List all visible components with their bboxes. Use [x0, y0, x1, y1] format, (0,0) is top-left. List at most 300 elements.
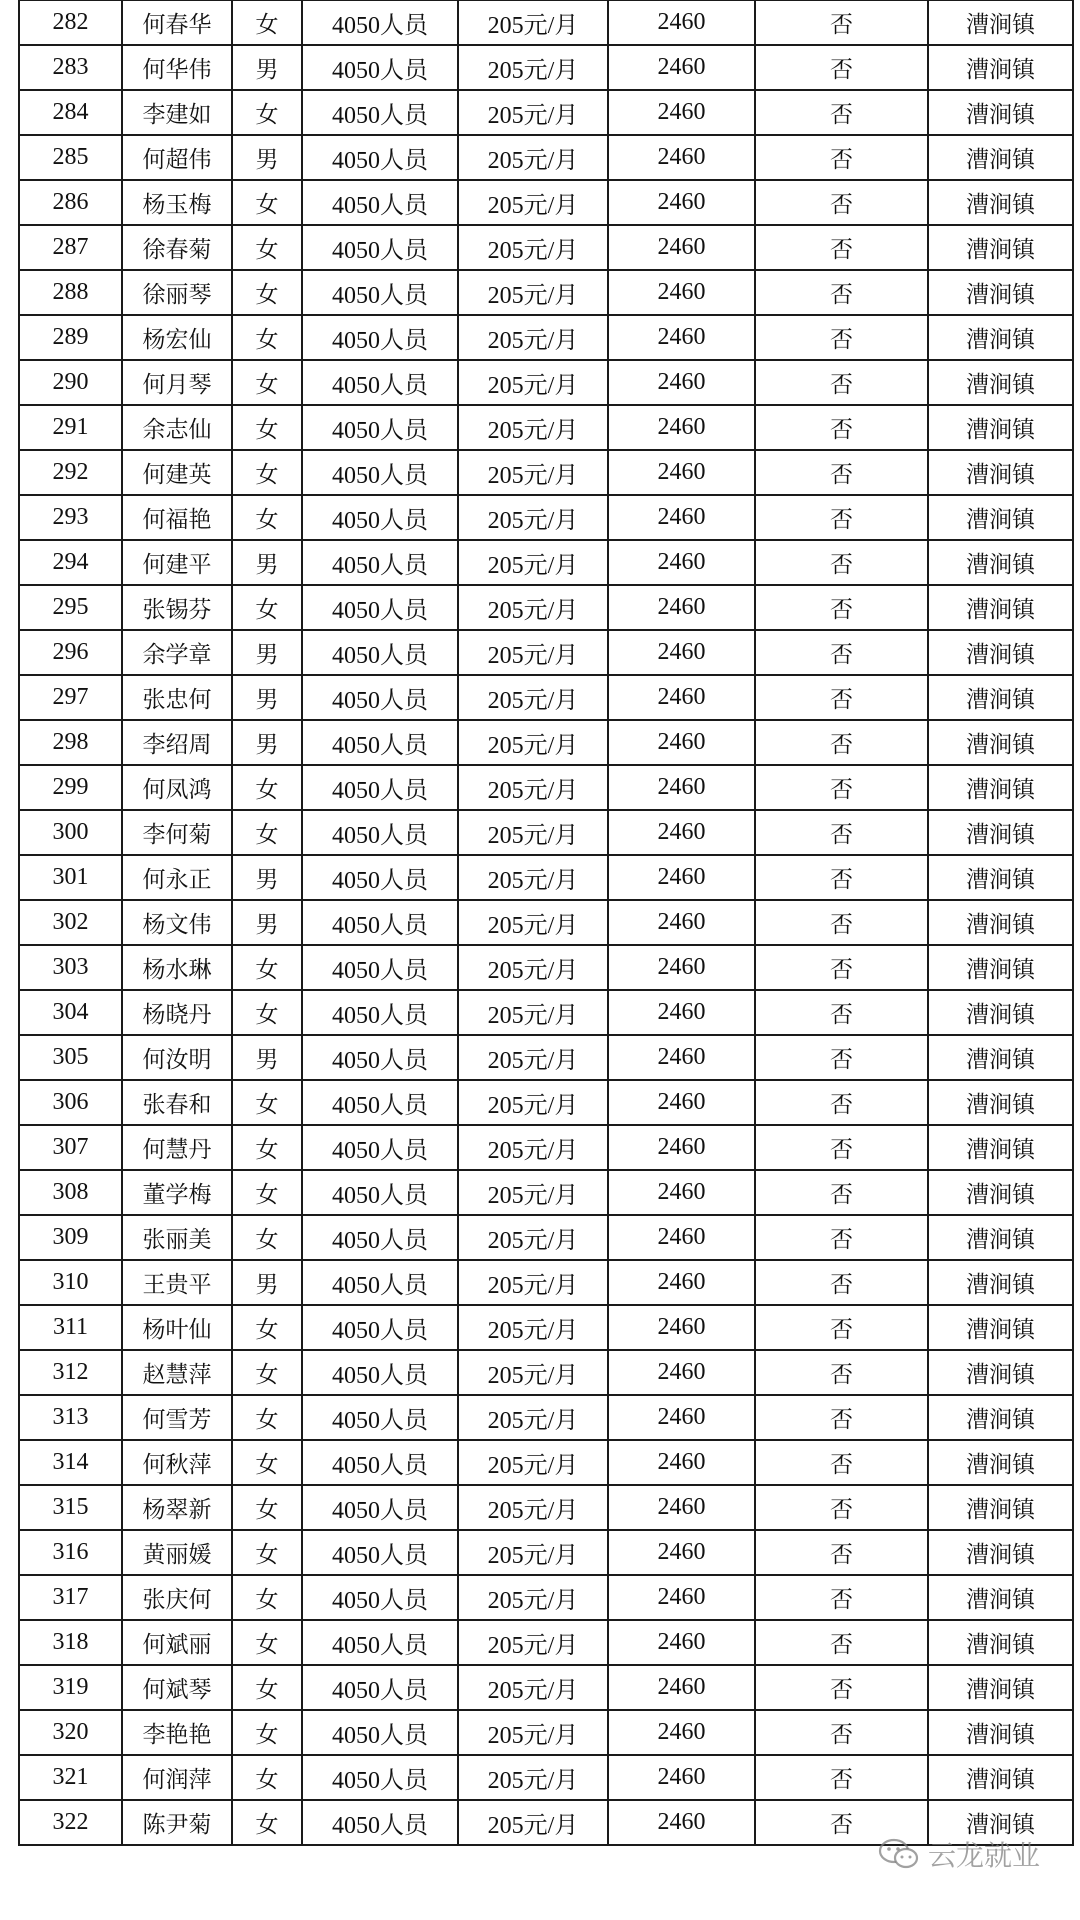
cell-category: 4050人员 — [302, 1395, 458, 1440]
cell-subsidy-standard: 205元/月 — [458, 990, 608, 1035]
cell-serial-number: 306 — [19, 1080, 122, 1125]
cell-serial-number: 305 — [19, 1035, 122, 1080]
cell-flag: 否 — [755, 1170, 928, 1215]
cell-subsidy-total: 2460 — [608, 1620, 755, 1665]
cell-gender: 女 — [232, 945, 302, 990]
cell-flag: 否 — [755, 1305, 928, 1350]
cell-serial-number: 310 — [19, 1260, 122, 1305]
table-row — [19, 0, 1073, 45]
cell-gender: 女 — [232, 1755, 302, 1800]
cell-flag: 否 — [755, 45, 928, 90]
table-row — [19, 315, 1073, 360]
cell-flag: 否 — [755, 1260, 928, 1305]
cell-gender: 女 — [232, 1350, 302, 1395]
cell-serial-number: 309 — [19, 1215, 122, 1260]
table-row — [19, 990, 1073, 1035]
cell-name: 张丽美 — [122, 1215, 232, 1260]
cell-serial-number: 284 — [19, 90, 122, 135]
cell-subsidy-total: 2460 — [608, 630, 755, 675]
cell-subsidy-total: 2460 — [608, 1260, 755, 1305]
table-row — [19, 1800, 1073, 1845]
cell-town: 漕涧镇 — [928, 180, 1073, 225]
cell-flag: 否 — [755, 1800, 928, 1845]
cell-subsidy-total: 2460 — [608, 1395, 755, 1440]
cell-subsidy-total: 2460 — [608, 1800, 755, 1845]
cell-subsidy-standard: 205元/月 — [458, 1260, 608, 1305]
cell-name: 何斌琴 — [122, 1665, 232, 1710]
table-row — [19, 1305, 1073, 1350]
cell-subsidy-standard: 205元/月 — [458, 720, 608, 765]
cell-category: 4050人员 — [302, 1665, 458, 1710]
cell-town: 漕涧镇 — [928, 405, 1073, 450]
table-row — [19, 1125, 1073, 1170]
cell-category: 4050人员 — [302, 135, 458, 180]
cell-gender: 女 — [232, 0, 302, 45]
cell-name: 何斌丽 — [122, 1620, 232, 1665]
cell-town: 漕涧镇 — [928, 1035, 1073, 1080]
cell-town: 漕涧镇 — [928, 765, 1073, 810]
cell-gender: 女 — [232, 1395, 302, 1440]
cell-flag: 否 — [755, 90, 928, 135]
cell-subsidy-standard: 205元/月 — [458, 1350, 608, 1395]
cell-name: 何雪芳 — [122, 1395, 232, 1440]
cell-serial-number: 314 — [19, 1440, 122, 1485]
cell-category: 4050人员 — [302, 180, 458, 225]
cell-category: 4050人员 — [302, 720, 458, 765]
table-row — [19, 1755, 1073, 1800]
cell-flag: 否 — [755, 585, 928, 630]
cell-subsidy-standard: 205元/月 — [458, 0, 608, 45]
cell-gender: 女 — [232, 1710, 302, 1755]
cell-name: 何建英 — [122, 450, 232, 495]
cell-subsidy-standard: 205元/月 — [458, 855, 608, 900]
cell-category: 4050人员 — [302, 1620, 458, 1665]
cell-category: 4050人员 — [302, 1350, 458, 1395]
cell-subsidy-standard: 205元/月 — [458, 810, 608, 855]
table-row — [19, 450, 1073, 495]
cell-serial-number: 303 — [19, 945, 122, 990]
cell-serial-number: 299 — [19, 765, 122, 810]
cell-name: 杨晓丹 — [122, 990, 232, 1035]
cell-subsidy-total: 2460 — [608, 1665, 755, 1710]
cell-name: 徐丽琴 — [122, 270, 232, 315]
cell-flag: 否 — [755, 495, 928, 540]
cell-serial-number: 293 — [19, 495, 122, 540]
cell-name: 何建平 — [122, 540, 232, 585]
cell-town: 漕涧镇 — [928, 1755, 1073, 1800]
table-row — [19, 270, 1073, 315]
cell-gender: 女 — [232, 1440, 302, 1485]
cell-serial-number: 283 — [19, 45, 122, 90]
cell-subsidy-standard: 205元/月 — [458, 765, 608, 810]
cell-subsidy-total: 2460 — [608, 225, 755, 270]
table-row — [19, 225, 1073, 270]
cell-name: 杨翠新 — [122, 1485, 232, 1530]
cell-subsidy-standard: 205元/月 — [458, 945, 608, 990]
cell-category: 4050人员 — [302, 765, 458, 810]
table-row — [19, 540, 1073, 585]
cell-flag: 否 — [755, 1620, 928, 1665]
cell-category: 4050人员 — [302, 540, 458, 585]
cell-town: 漕涧镇 — [928, 945, 1073, 990]
cell-name: 黄丽媛 — [122, 1530, 232, 1575]
cell-serial-number: 289 — [19, 315, 122, 360]
table-row — [19, 135, 1073, 180]
cell-town: 漕涧镇 — [928, 630, 1073, 675]
cell-serial-number: 320 — [19, 1710, 122, 1755]
cell-gender: 女 — [232, 585, 302, 630]
cell-town: 漕涧镇 — [928, 45, 1073, 90]
cell-town: 漕涧镇 — [928, 540, 1073, 585]
cell-subsidy-total: 2460 — [608, 1215, 755, 1260]
cell-subsidy-total: 2460 — [608, 90, 755, 135]
table-row — [19, 855, 1073, 900]
cell-gender: 男 — [232, 900, 302, 945]
cell-subsidy-total: 2460 — [608, 0, 755, 45]
table-row — [19, 1170, 1073, 1215]
cell-name: 何超伟 — [122, 135, 232, 180]
cell-serial-number: 292 — [19, 450, 122, 495]
cell-town: 漕涧镇 — [928, 270, 1073, 315]
cell-flag: 否 — [755, 810, 928, 855]
cell-subsidy-standard: 205元/月 — [458, 675, 608, 720]
cell-flag: 否 — [755, 1710, 928, 1755]
cell-subsidy-total: 2460 — [608, 945, 755, 990]
cell-category: 4050人员 — [302, 1530, 458, 1575]
cell-gender: 男 — [232, 630, 302, 675]
cell-serial-number: 285 — [19, 135, 122, 180]
cell-serial-number: 295 — [19, 585, 122, 630]
table-row — [19, 720, 1073, 765]
cell-category: 4050人员 — [302, 900, 458, 945]
table-row — [19, 360, 1073, 405]
cell-town: 漕涧镇 — [928, 90, 1073, 135]
cell-serial-number: 318 — [19, 1620, 122, 1665]
cell-serial-number: 300 — [19, 810, 122, 855]
cell-gender: 女 — [232, 1170, 302, 1215]
cell-category: 4050人员 — [302, 1260, 458, 1305]
cell-serial-number: 287 — [19, 225, 122, 270]
cell-gender: 女 — [232, 1620, 302, 1665]
cell-flag: 否 — [755, 1350, 928, 1395]
cell-flag: 否 — [755, 450, 928, 495]
cell-town: 漕涧镇 — [928, 1665, 1073, 1710]
cell-category: 4050人员 — [302, 1485, 458, 1530]
cell-name: 张庆何 — [122, 1575, 232, 1620]
cell-subsidy-standard: 205元/月 — [458, 45, 608, 90]
cell-flag: 否 — [755, 855, 928, 900]
cell-subsidy-standard: 205元/月 — [458, 315, 608, 360]
cell-gender: 女 — [232, 495, 302, 540]
subsidy-table-container — [18, 0, 1072, 1846]
cell-subsidy-total: 2460 — [608, 1125, 755, 1170]
cell-gender: 女 — [232, 270, 302, 315]
cell-serial-number: 319 — [19, 1665, 122, 1710]
cell-subsidy-total: 2460 — [608, 855, 755, 900]
cell-subsidy-standard: 205元/月 — [458, 270, 608, 315]
cell-town: 漕涧镇 — [928, 1350, 1073, 1395]
cell-subsidy-standard: 205元/月 — [458, 90, 608, 135]
cell-town: 漕涧镇 — [928, 225, 1073, 270]
cell-gender: 男 — [232, 720, 302, 765]
cell-subsidy-standard: 205元/月 — [458, 1800, 608, 1845]
table-row — [19, 1080, 1073, 1125]
table-row — [19, 765, 1073, 810]
cell-flag: 否 — [755, 540, 928, 585]
cell-category: 4050人员 — [302, 810, 458, 855]
cell-flag: 否 — [755, 1215, 928, 1260]
cell-category: 4050人员 — [302, 855, 458, 900]
cell-town: 漕涧镇 — [928, 1575, 1073, 1620]
cell-subsidy-standard: 205元/月 — [458, 1215, 608, 1260]
table-row — [19, 1665, 1073, 1710]
cell-subsidy-standard: 205元/月 — [458, 495, 608, 540]
table-body — [19, 0, 1073, 1845]
table-row — [19, 1215, 1073, 1260]
cell-serial-number: 301 — [19, 855, 122, 900]
cell-category: 4050人员 — [302, 1125, 458, 1170]
cell-gender: 女 — [232, 405, 302, 450]
cell-subsidy-standard: 205元/月 — [458, 360, 608, 405]
cell-flag: 否 — [755, 1395, 928, 1440]
cell-town: 漕涧镇 — [928, 855, 1073, 900]
cell-category: 4050人员 — [302, 1215, 458, 1260]
cell-town: 漕涧镇 — [928, 675, 1073, 720]
cell-category: 4050人员 — [302, 0, 458, 45]
cell-name: 李绍周 — [122, 720, 232, 765]
cell-subsidy-total: 2460 — [608, 270, 755, 315]
cell-serial-number: 308 — [19, 1170, 122, 1215]
cell-subsidy-standard: 205元/月 — [458, 1035, 608, 1080]
cell-town: 漕涧镇 — [928, 135, 1073, 180]
cell-flag: 否 — [755, 1035, 928, 1080]
cell-gender: 女 — [232, 1485, 302, 1530]
cell-serial-number: 294 — [19, 540, 122, 585]
cell-name: 赵慧萍 — [122, 1350, 232, 1395]
cell-gender: 女 — [232, 1665, 302, 1710]
cell-category: 4050人员 — [302, 1575, 458, 1620]
cell-subsidy-total: 2460 — [608, 1575, 755, 1620]
cell-gender: 男 — [232, 1035, 302, 1080]
cell-subsidy-standard: 205元/月 — [458, 1710, 608, 1755]
cell-serial-number: 321 — [19, 1755, 122, 1800]
cell-flag: 否 — [755, 1125, 928, 1170]
cell-town: 漕涧镇 — [928, 1260, 1073, 1305]
cell-town: 漕涧镇 — [928, 0, 1073, 45]
cell-subsidy-standard: 205元/月 — [458, 135, 608, 180]
cell-flag: 否 — [755, 180, 928, 225]
cell-subsidy-total: 2460 — [608, 990, 755, 1035]
cell-category: 4050人员 — [302, 270, 458, 315]
cell-subsidy-total: 2460 — [608, 1170, 755, 1215]
cell-subsidy-standard: 205元/月 — [458, 1755, 608, 1800]
cell-flag: 否 — [755, 630, 928, 675]
cell-subsidy-standard: 205元/月 — [458, 1575, 608, 1620]
table-row — [19, 1710, 1073, 1755]
cell-flag: 否 — [755, 765, 928, 810]
cell-serial-number: 290 — [19, 360, 122, 405]
cell-flag: 否 — [755, 360, 928, 405]
cell-subsidy-total: 2460 — [608, 810, 755, 855]
cell-category: 4050人员 — [302, 585, 458, 630]
cell-serial-number: 288 — [19, 270, 122, 315]
cell-gender: 女 — [232, 810, 302, 855]
table-row — [19, 810, 1073, 855]
cell-subsidy-total: 2460 — [608, 360, 755, 405]
cell-name: 余学章 — [122, 630, 232, 675]
cell-name: 董学梅 — [122, 1170, 232, 1215]
cell-category: 4050人员 — [302, 1710, 458, 1755]
cell-flag: 否 — [755, 135, 928, 180]
cell-gender: 女 — [232, 1305, 302, 1350]
table-row — [19, 495, 1073, 540]
cell-flag: 否 — [755, 945, 928, 990]
cell-town: 漕涧镇 — [928, 1440, 1073, 1485]
table-row — [19, 405, 1073, 450]
cell-flag: 否 — [755, 1080, 928, 1125]
cell-town: 漕涧镇 — [928, 1485, 1073, 1530]
cell-category: 4050人员 — [302, 675, 458, 720]
cell-subsidy-standard: 205元/月 — [458, 405, 608, 450]
cell-serial-number: 307 — [19, 1125, 122, 1170]
cell-flag: 否 — [755, 1530, 928, 1575]
cell-subsidy-standard: 205元/月 — [458, 1080, 608, 1125]
cell-serial-number: 315 — [19, 1485, 122, 1530]
cell-subsidy-standard: 205元/月 — [458, 1530, 608, 1575]
cell-name: 杨叶仙 — [122, 1305, 232, 1350]
cell-town: 漕涧镇 — [928, 900, 1073, 945]
cell-gender: 女 — [232, 360, 302, 405]
cell-name: 杨玉梅 — [122, 180, 232, 225]
cell-name: 何汝明 — [122, 1035, 232, 1080]
cell-subsidy-standard: 205元/月 — [458, 630, 608, 675]
table-row — [19, 675, 1073, 720]
cell-gender: 女 — [232, 1800, 302, 1845]
cell-flag: 否 — [755, 1755, 928, 1800]
table-row — [19, 1350, 1073, 1395]
cell-name: 张忠何 — [122, 675, 232, 720]
cell-subsidy-total: 2460 — [608, 1350, 755, 1395]
cell-subsidy-standard: 205元/月 — [458, 1305, 608, 1350]
cell-subsidy-standard: 205元/月 — [458, 1395, 608, 1440]
cell-gender: 男 — [232, 540, 302, 585]
cell-name: 张锡芬 — [122, 585, 232, 630]
cell-serial-number: 282 — [19, 0, 122, 45]
cell-town: 漕涧镇 — [928, 360, 1073, 405]
cell-town: 漕涧镇 — [928, 1080, 1073, 1125]
cell-subsidy-total: 2460 — [608, 1755, 755, 1800]
cell-serial-number: 298 — [19, 720, 122, 765]
cell-gender: 女 — [232, 90, 302, 135]
cell-category: 4050人员 — [302, 1305, 458, 1350]
cell-gender: 女 — [232, 990, 302, 1035]
cell-town: 漕涧镇 — [928, 1395, 1073, 1440]
cell-category: 4050人员 — [302, 1755, 458, 1800]
cell-serial-number: 304 — [19, 990, 122, 1035]
cell-town: 漕涧镇 — [928, 450, 1073, 495]
cell-flag: 否 — [755, 405, 928, 450]
cell-subsidy-standard: 205元/月 — [458, 585, 608, 630]
cell-gender: 女 — [232, 315, 302, 360]
cell-town: 漕涧镇 — [928, 585, 1073, 630]
cell-subsidy-standard: 205元/月 — [458, 900, 608, 945]
cell-gender: 女 — [232, 1215, 302, 1260]
cell-flag: 否 — [755, 675, 928, 720]
cell-serial-number: 286 — [19, 180, 122, 225]
table-row — [19, 945, 1073, 990]
cell-gender: 女 — [232, 1575, 302, 1620]
cell-name: 何润萍 — [122, 1755, 232, 1800]
cell-flag: 否 — [755, 225, 928, 270]
cell-town: 漕涧镇 — [928, 1710, 1073, 1755]
cell-subsidy-total: 2460 — [608, 405, 755, 450]
cell-name: 徐春菊 — [122, 225, 232, 270]
table-row — [19, 1575, 1073, 1620]
cell-subsidy-total: 2460 — [608, 315, 755, 360]
cell-gender: 女 — [232, 225, 302, 270]
cell-gender: 男 — [232, 135, 302, 180]
cell-subsidy-standard: 205元/月 — [458, 1440, 608, 1485]
cell-category: 4050人员 — [302, 1080, 458, 1125]
cell-subsidy-total: 2460 — [608, 720, 755, 765]
cell-category: 4050人员 — [302, 1440, 458, 1485]
cell-subsidy-standard: 205元/月 — [458, 180, 608, 225]
cell-town: 漕涧镇 — [928, 720, 1073, 765]
cell-subsidy-total: 2460 — [608, 900, 755, 945]
cell-subsidy-total: 2460 — [608, 180, 755, 225]
cell-subsidy-total: 2460 — [608, 1440, 755, 1485]
cell-name: 李建如 — [122, 90, 232, 135]
cell-subsidy-standard: 205元/月 — [458, 450, 608, 495]
cell-serial-number: 296 — [19, 630, 122, 675]
subsidy-table — [18, 0, 1074, 1846]
cell-town: 漕涧镇 — [928, 1125, 1073, 1170]
cell-gender: 女 — [232, 765, 302, 810]
cell-category: 4050人员 — [302, 450, 458, 495]
cell-name: 余志仙 — [122, 405, 232, 450]
cell-name: 陈尹菊 — [122, 1800, 232, 1845]
table-row — [19, 630, 1073, 675]
cell-category: 4050人员 — [302, 360, 458, 405]
cell-name: 何凤鸿 — [122, 765, 232, 810]
cell-gender: 女 — [232, 180, 302, 225]
cell-gender: 女 — [232, 1530, 302, 1575]
table-row — [19, 1485, 1073, 1530]
cell-subsidy-total: 2460 — [608, 495, 755, 540]
cell-serial-number: 316 — [19, 1530, 122, 1575]
cell-name: 李艳艳 — [122, 1710, 232, 1755]
cell-flag: 否 — [755, 1485, 928, 1530]
cell-flag: 否 — [755, 1440, 928, 1485]
cell-subsidy-standard: 205元/月 — [458, 1125, 608, 1170]
cell-town: 漕涧镇 — [928, 1305, 1073, 1350]
cell-category: 4050人员 — [302, 405, 458, 450]
table-row — [19, 1530, 1073, 1575]
cell-name: 何福艳 — [122, 495, 232, 540]
table-row — [19, 1620, 1073, 1665]
cell-name: 何华伟 — [122, 45, 232, 90]
cell-town: 漕涧镇 — [928, 810, 1073, 855]
cell-name: 杨文伟 — [122, 900, 232, 945]
cell-category: 4050人员 — [302, 90, 458, 135]
cell-subsidy-total: 2460 — [608, 1485, 755, 1530]
cell-flag: 否 — [755, 270, 928, 315]
cell-flag: 否 — [755, 1575, 928, 1620]
cell-town: 漕涧镇 — [928, 1530, 1073, 1575]
cell-name: 杨宏仙 — [122, 315, 232, 360]
table-row — [19, 1260, 1073, 1305]
cell-subsidy-total: 2460 — [608, 135, 755, 180]
